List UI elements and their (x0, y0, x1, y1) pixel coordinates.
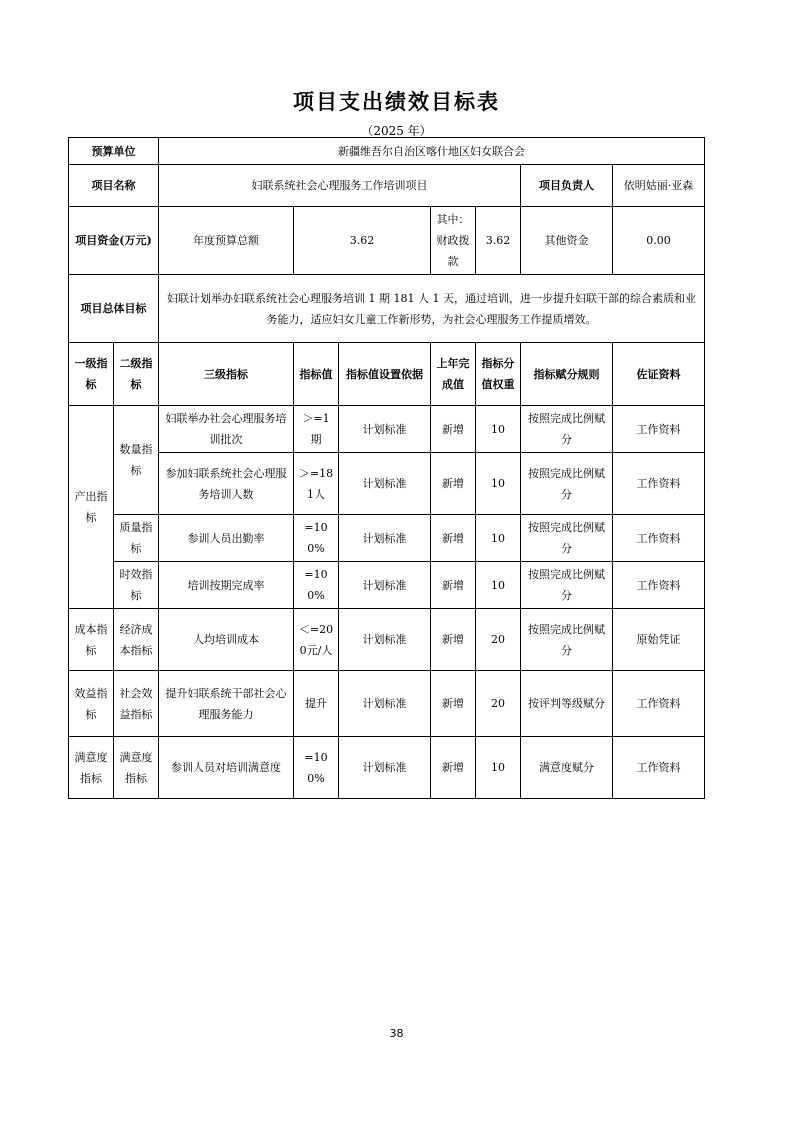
row-last-year: 新增 (431, 562, 476, 609)
fiscal-value: 3.62 (476, 207, 521, 275)
table-row (69, 671, 705, 737)
project-name-label: 项目名称 (69, 165, 159, 207)
row-scoring-rule: 按照完成比例赋分 (521, 609, 613, 671)
row-evidence: 工作资料 (613, 453, 705, 515)
table-row (69, 515, 705, 562)
row-last-year: 新增 (431, 609, 476, 671)
row-scoring-rule: 按照完成比例赋分 (521, 562, 613, 609)
row-basis: 计划标准 (339, 453, 431, 515)
page-number: 38 (389, 1027, 404, 1040)
level2-social-benefit: 社会效益指标 (114, 671, 159, 737)
level1-output: 产出指标 (69, 406, 114, 609)
row-weight: 10 (476, 453, 521, 515)
overall-goal-row (69, 275, 705, 343)
row-weight: 20 (476, 671, 521, 737)
row-basis: 计划标准 (339, 737, 431, 799)
row-value: =100% (294, 515, 339, 562)
overall-goal-value: 妇联计划举办妇联系统社会心理服务培训 1 期 181 人 1 天，通过培训，进一步提升妇联干部的综合素质和业务能力，适应妇女儿童工作新形势，为社会心理服务工作提质增效。 (159, 275, 705, 343)
row-weight: 10 (476, 515, 521, 562)
row-level3: 参加妇联系统社会心理服务培训人数 (159, 453, 294, 515)
row-scoring-rule: 按照完成比例赋分 (521, 406, 613, 453)
row-evidence: 工作资料 (613, 737, 705, 799)
row-level3: 妇联举办社会心理服务培训批次 (159, 406, 294, 453)
level1-satisfaction: 满意度指标 (69, 737, 114, 799)
header-level1: 一级指标 (69, 343, 114, 406)
row-level3: 参训人员对培训满意度 (159, 737, 294, 799)
row-last-year: 新增 (431, 406, 476, 453)
header-weight: 指标分值权重 (476, 343, 521, 406)
table-row (69, 737, 705, 799)
row-scoring-rule: 按照完成比例赋分 (521, 515, 613, 562)
row-weight: 10 (476, 406, 521, 453)
row-value: ＞=1期 (294, 406, 339, 453)
table-row (69, 453, 705, 515)
row-scoring-rule: 按照完成比例赋分 (521, 453, 613, 515)
row-value: ＜=200元/人 (294, 609, 339, 671)
other-funds-label: 其他资金 (521, 207, 613, 275)
header-basis: 指标值设置依据 (339, 343, 431, 406)
annual-budget-label: 年度预算总额 (159, 207, 294, 275)
row-value: ＞=181人 (294, 453, 339, 515)
level2-timeliness: 时效指标 (114, 562, 159, 609)
header-level2: 二级指标 (114, 343, 159, 406)
table-row (69, 406, 705, 453)
project-leader-label: 项目负责人 (521, 165, 613, 207)
header-evidence: 佐证资料 (613, 343, 705, 406)
row-weight: 20 (476, 609, 521, 671)
project-name-value: 妇联系统社会心理服务工作培训项目 (159, 165, 521, 207)
row-weight: 10 (476, 737, 521, 799)
budget-unit-label: 预算单位 (69, 138, 159, 165)
row-scoring-rule: 满意度赋分 (521, 737, 613, 799)
fiscal-label: 其中：财政拨款 (431, 207, 476, 275)
funds-label: 项目资金(万元) (69, 207, 159, 275)
project-name-row (69, 165, 705, 207)
row-value: =100% (294, 562, 339, 609)
level1-cost: 成本指标 (69, 609, 114, 671)
row-basis: 计划标准 (339, 562, 431, 609)
row-level3: 参训人员出勤率 (159, 515, 294, 562)
annual-budget-value: 3.62 (294, 207, 431, 275)
row-last-year: 新增 (431, 515, 476, 562)
row-last-year: 新增 (431, 453, 476, 515)
row-evidence: 原始凭证 (613, 609, 705, 671)
level1-benefit: 效益指标 (69, 671, 114, 737)
row-basis: 计划标准 (339, 515, 431, 562)
table-row (69, 562, 705, 609)
row-evidence: 工作资料 (613, 671, 705, 737)
row-scoring-rule: 按评判等级赋分 (521, 671, 613, 737)
level2-quality: 质量指标 (114, 515, 159, 562)
project-leader-value: 依明姑丽·亚森 (613, 165, 705, 207)
row-level3: 培训按期完成率 (159, 562, 294, 609)
row-level3: 人均培训成本 (159, 609, 294, 671)
performance-target-table (68, 137, 705, 799)
row-value: 提升 (294, 671, 339, 737)
row-level3: 提升妇联系统干部社会心理服务能力 (159, 671, 294, 737)
header-scoring-rule: 指标赋分规则 (521, 343, 613, 406)
row-evidence: 工作资料 (613, 562, 705, 609)
row-evidence: 工作资料 (613, 406, 705, 453)
row-basis: 计划标准 (339, 609, 431, 671)
header-last-year: 上年完成值 (431, 343, 476, 406)
header-value: 指标值 (294, 343, 339, 406)
level2-economic-cost: 经济成本指标 (114, 609, 159, 671)
row-value: =100% (294, 737, 339, 799)
project-funds-row (69, 207, 705, 275)
row-last-year: 新增 (431, 737, 476, 799)
budget-unit-value: 新疆维吾尔自治区喀什地区妇女联合会 (159, 138, 705, 165)
year-label: （2025 年） (361, 124, 432, 138)
row-basis: 计划标准 (339, 671, 431, 737)
row-evidence: 工作资料 (613, 515, 705, 562)
other-funds-value: 0.00 (613, 207, 705, 275)
header-level3: 三级指标 (159, 343, 294, 406)
row-weight: 10 (476, 562, 521, 609)
table-row (69, 609, 705, 671)
row-last-year: 新增 (431, 671, 476, 737)
level2-satisfaction: 满意度指标 (114, 737, 159, 799)
page-title: 项目支出绩效目标表 (293, 90, 500, 114)
budget-unit-row (69, 138, 705, 165)
overall-goal-label: 项目总体目标 (69, 275, 159, 343)
level2-quantity: 数量指标 (114, 406, 159, 515)
row-basis: 计划标准 (339, 406, 431, 453)
indicator-header-row (69, 343, 705, 406)
